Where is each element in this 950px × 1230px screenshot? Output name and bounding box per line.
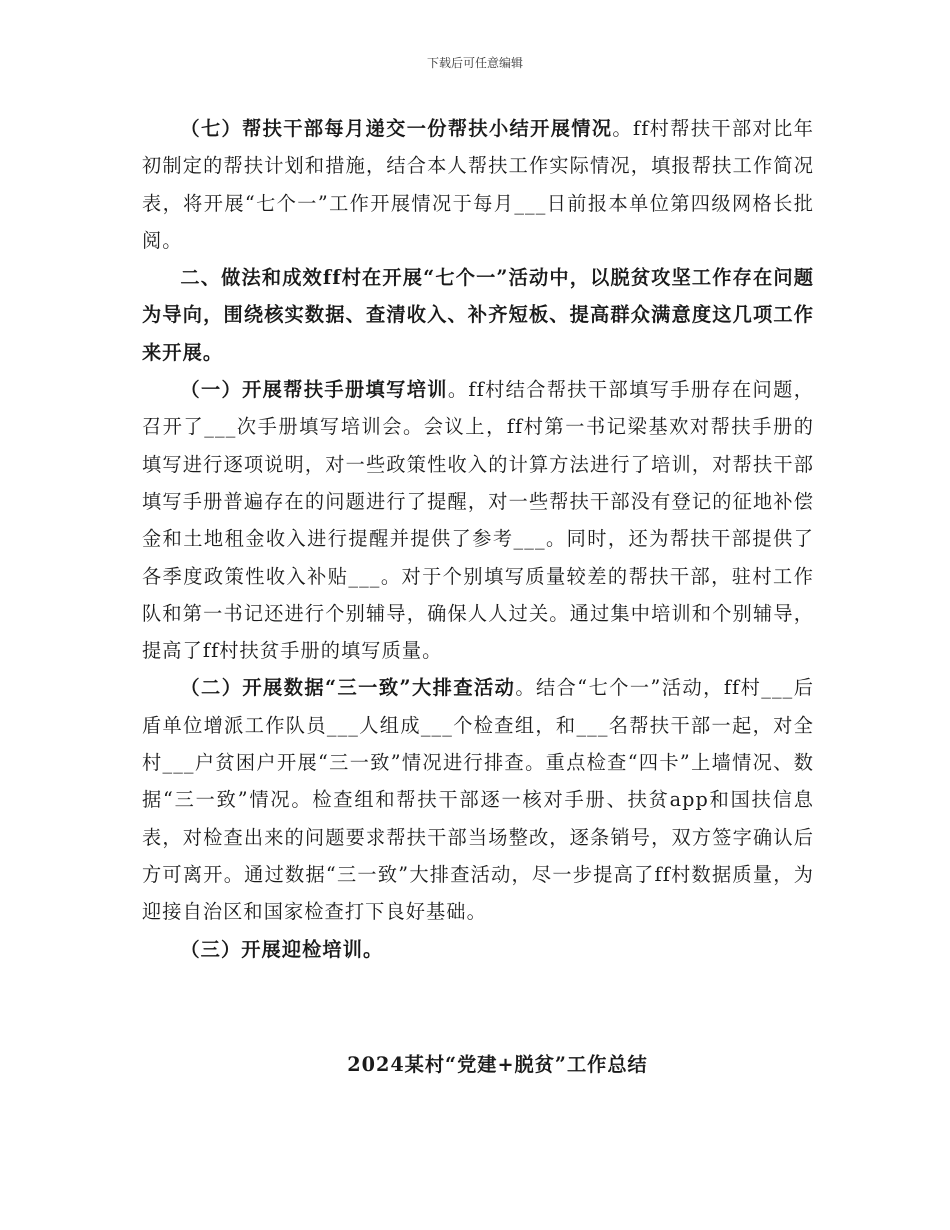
- paragraph-three: [142, 931, 814, 968]
- paragraph-heading: （二）开展数据“三一致”大排查活动: [180, 676, 516, 700]
- paragraph-text: 。结合“七个一”活动，ff村___后盾单位增派工作队员___人组成___个检查组，和___名帮扶干部一起，对全村___户贫困户开展“三一致”情况进行排查。重点检查“四卡”上墙情况、数据“三一致”情况。检查组和帮扶干部逐一核对手册、扶贫app和国扶信息表，对检查出来的问题要求帮扶干部当场整改，逐条销号，双方签字确认后方可离开。通过数据“三一致”大排查活动，尽一步提高了ff村数据质量，为迎接自治区和国家检查打下良好基础。: [142, 676, 814, 924]
- paragraph-one: [142, 371, 814, 669]
- paragraph-heading: （一）开展帮扶手册填写培训: [180, 378, 448, 402]
- paragraph-heading: 二、做法和成效ff村在开展“七个一”活动中，以脱贫攻坚工作存在问题为导向，围绕核实数据、查清收入、补齐短板、提高群众满意度这几项工作来开展。: [142, 266, 814, 364]
- page-header-note: 下载后可任意编辑: [426, 56, 523, 70]
- paragraph-text: 。ff村帮扶干部对比年初制定的帮扶计划和措施，结合本人帮扶工作实际情况，填报帮扶工作简况表，将开展“七个一”工作开展情况于每月___日前报本单位第四级网格长批阅。: [142, 117, 814, 252]
- paragraph-heading: （三）开展迎检培训。: [180, 937, 384, 961]
- paragraph-seven: [142, 110, 814, 259]
- document-title: 2024某村“党建+脱贫”工作总结: [347, 1053, 648, 1076]
- document-body: [142, 110, 814, 968]
- paragraph-text: 。ff村结合帮扶干部填写手册存在问题，召开了___次手册填写培训会。会议上，ff村第一书记梁基欢对帮扶手册的填写进行逐项说明，对一些政策性收入的计算方法进行了培训，对帮扶干部填写手册普遍存在的问题进行了提醒，对一些帮扶干部没有登记的征地补偿金和土地租金收入进行提醒并提供了参考___。同时，还为帮扶干部提供了各季度政策性收入补贴___。对于个别填写质量较差的帮扶干部，驻村工作队和第一书记还进行个别辅导，确保人人过关。通过集中培训和个别辅导，提高了ff村扶贫手册的填写质量。: [142, 378, 814, 663]
- section-two-heading: [142, 259, 814, 371]
- paragraph-heading: （七）帮扶干部每月递交一份帮扶小结开展情况: [180, 117, 613, 140]
- paragraph-two: [142, 669, 814, 930]
